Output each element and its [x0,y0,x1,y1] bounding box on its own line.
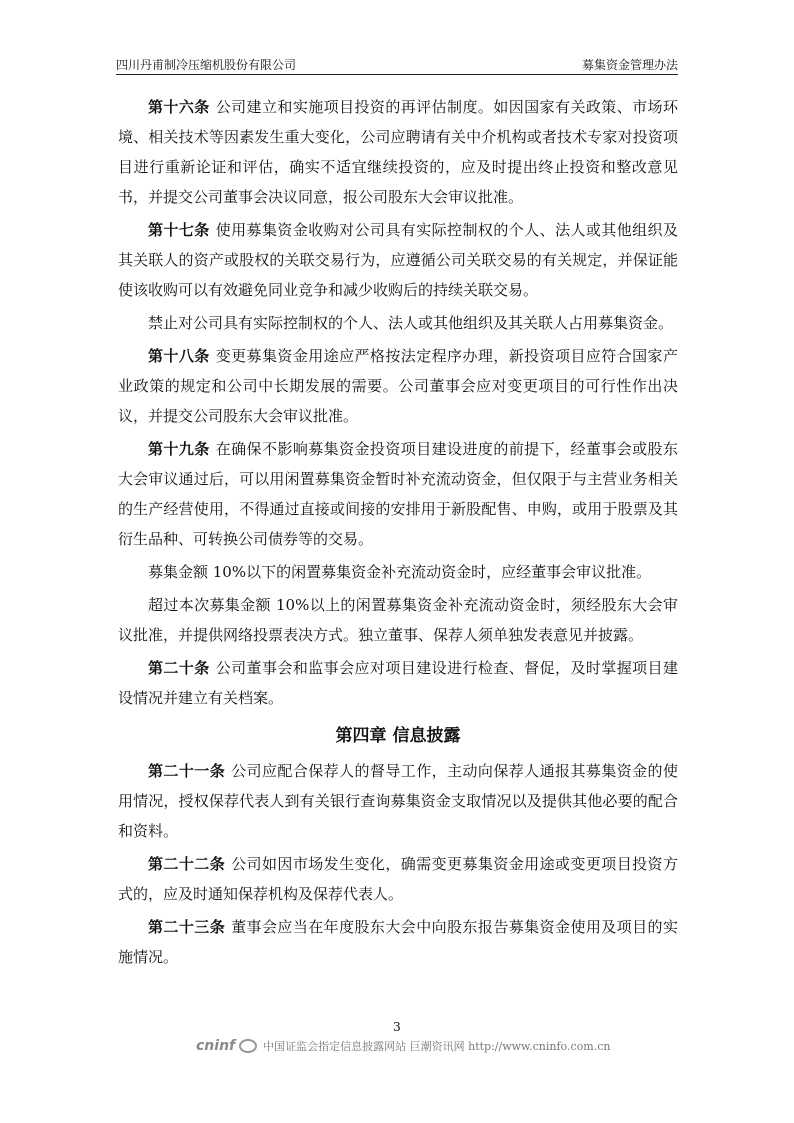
paragraph [118,653,678,713]
article-number: 第二十一条 [148,762,226,780]
document-body [118,92,678,975]
chapter-title: 第四章 信息披露 [335,726,461,746]
paragraph-text: 公司董事会和监事会应对项目建设进行检查、督促，及时掌握项目建设情况并建立有关档案。 [118,659,678,707]
paragraph-text: 公司应配合保荐人的督导工作，主动向保荐人通报其募集资金的使用情况，授权保荐代表人到有关银行查询募集资金支取情况以及提供其他必要的配合和资料。 [118,762,678,840]
paragraph-text: 变更募集资金用途应严格按法定程序办理，新投资项目应符合国家产业政策的规定和公司中长期发展的需要。公司董事会应对变更项目的可行性作出决议，并提交公司股东大会审议批准。 [118,347,678,425]
article-number: 第二十条 [148,659,210,677]
header-company: 四川丹甫制冷压缩机股份有限公司 [116,58,297,72]
paragraph [118,341,678,431]
paragraph [118,434,678,554]
article-number: 第二十二条 [148,855,226,873]
footer-text: 中国证监会指定信息披露网站 巨潮资讯网 http://www.cninfo.com.cn [263,1040,611,1053]
paragraph [118,849,678,909]
page-header [116,56,678,75]
paragraph [118,92,678,212]
cninf-logo: cninf [196,1038,236,1054]
cninf-logo-icon [239,1039,257,1053]
header-doc-title: 募集资金管理办法 [581,58,678,72]
paragraph-text: 募集金额 10%以下的闲置募集资金补充流动资金时，应经董事会审议批准。 [148,563,652,581]
article-number: 第二十三条 [148,918,226,936]
paragraph-text: 董事会应当在年度股东大会中向股东报告募集资金使用及项目的实施情况。 [118,918,678,966]
paragraph [118,215,678,305]
page-number: 3 [393,1020,401,1034]
paragraph [118,557,678,587]
paragraph [118,308,678,338]
paragraph-text: 超过本次募集金额 10%以上的闲置募集资金补充流动资金时，须经股东大会审议批准，并提供网络投票表决方式。独立董事、保荐人须单独发表意见并披露。 [118,596,678,644]
paragraph-text: 公司如因市场发生变化，确需变更募集资金用途或变更项目投资方式的，应及时通知保荐机构及保荐代表人。 [118,855,678,903]
article-number: 第十八条 [148,347,210,365]
paragraph [118,756,678,846]
paragraph-text: 禁止对公司具有实际控制权的个人、法人或其他组织及其关联人占用募集资金。 [148,314,674,332]
paragraph [118,590,678,650]
article-number: 第十九条 [148,440,210,458]
paragraph-text: 公司建立和实施项目投资的再评估制度。如因国家有关政策、市场环境、相关技术等因素发生重大变化，公司应聘请有关中介机构或者技术专家对投资项目进行重新论证和评估，确实不适宜继续投资的，应及时提出终止投资和整改意见书，并提交公司董事会决议同意，报公司股东大会审议批准。 [118,98,678,206]
paragraph-text: 使用募集资金收购对公司具有实际控制权的个人、法人或其他组织及其关联人的资产或股权的关联交易行为，应遵循公司关联交易的有关规定，并保证能使该收购可以有效避免同业竞争和减少收购后的持续关联交易。 [118,221,678,299]
page-footer [196,1036,610,1056]
paragraph-text: 在确保不影响募集资金投资项目建设进度的前提下，经董事会或股东大会审议通过后，可以用闲置募集资金暂时补充流动资金，但仅限于与主营业务相关的生产经营使用，不得通过直接或间接的安排用于新股配售、申购，或用于股票及其衍生品种、可转换公司债券等的交易。 [118,440,678,548]
article-number: 第十六条 [148,98,210,116]
article-number: 第十七条 [148,221,210,239]
paragraph [118,912,678,972]
